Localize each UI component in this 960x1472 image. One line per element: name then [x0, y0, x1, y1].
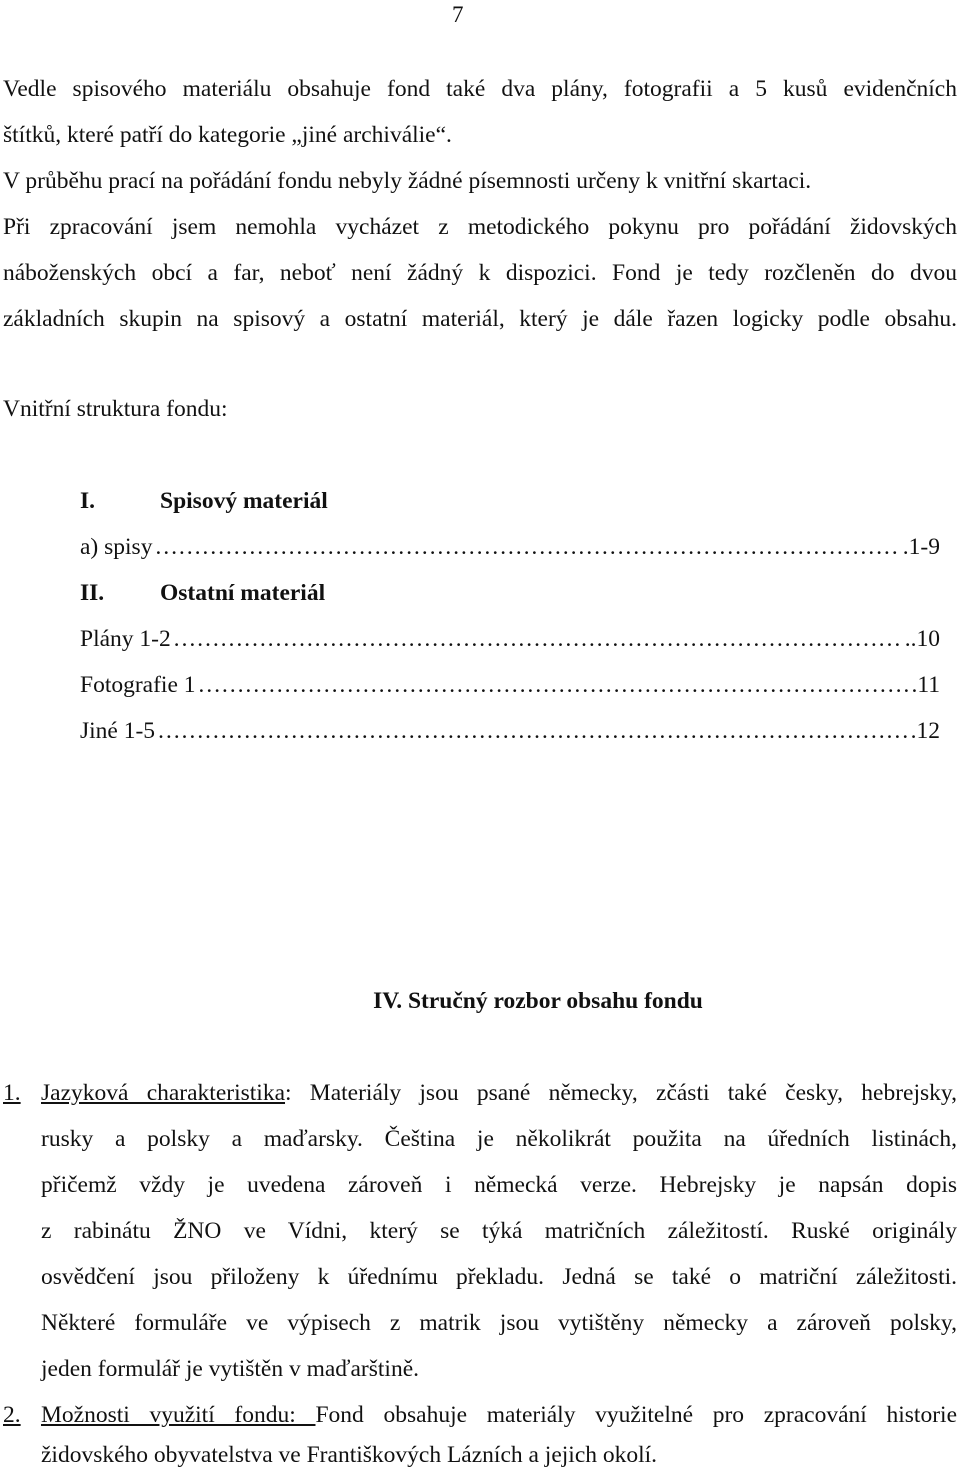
list-item-line: osvědčení jsou přiloženy k úřednímu překladu. Jedná se také o matriční záležitosti.: [41, 1264, 957, 1290]
page-number: 7: [452, 2, 464, 27]
outline-group-title: Spisový materiál: [160, 488, 328, 514]
outline-group-number: II.: [80, 580, 105, 606]
list-item-label: Jazyková charakteristika: [41, 1080, 286, 1106]
paragraph-line: V průběhu prací na pořádání fondu nebyly žádné písemnosti určeny k vnitřní skartaci.: [3, 168, 812, 194]
outline-row: [80, 672, 940, 699]
outline-row-value: .12: [910, 718, 940, 744]
paragraph-line: náboženských obcí a far, neboť není žádný k dispozici. Fond je tedy rozčleněn do dvou: [3, 260, 957, 286]
outline-row: [80, 534, 940, 561]
list-item-text: : Materiály jsou psané německy, zčásti také česky, hebrejsky,: [285, 1080, 957, 1106]
paragraph-line: základních skupin na spisový a ostatní materiál, který je dále řazen logicky podle obsahu.: [3, 306, 957, 332]
outline-group-title: Ostatní materiál: [160, 580, 326, 606]
list-item-line: z rabinátu ŽNO ve Vídni, který se týká matričních záležitostí. Ruské originály: [41, 1218, 957, 1244]
list-item-line: Některé formuláře ve výpisech z matrik jsou vytištěny německy a zároveň polsky,: [41, 1310, 957, 1336]
dot-leader: [154, 534, 900, 561]
dot-leader: [157, 718, 909, 745]
outline-group-heading: [80, 580, 325, 607]
paragraph-line: Při zpracování jsem nemohla vycházet z metodického pokynu pro pořádání židovských: [3, 214, 957, 240]
dot-leader: [173, 626, 903, 653]
outline-row-value: ..10: [904, 626, 940, 652]
list-item-line: rusky a polsky a maďarsky. Čeština je několikrát použita na úředních listinách,: [41, 1126, 957, 1152]
section-title: IV. Stručný rozbor obsahu fondu: [373, 988, 703, 1014]
structure-heading: Vnitřní struktura fondu:: [3, 396, 228, 422]
list-item-number: 2.: [3, 1402, 21, 1428]
list-item-line: jeden formulář je vytištěn v maďarštině.: [41, 1356, 420, 1382]
outline-row-value: .11: [911, 672, 940, 698]
list-item-line: židovského obyvatelstva ve Františkových Lázních a jejich okolí.: [41, 1442, 658, 1468]
outline-row-label: Plány 1-2: [80, 626, 171, 652]
paragraph-line: Vedle spisového materiálu obsahuje fond také dva plány, fotografii a 5 kusů evidenčních: [3, 76, 957, 102]
list-item-line: [41, 1080, 957, 1107]
outline-row: [80, 626, 940, 653]
list-item-line: přičemž vždy je uvedena zároveň i německá verze. Hebrejsky je napsán dopis: [41, 1172, 957, 1198]
list-item-label: Možnosti využití fondu:: [41, 1402, 316, 1428]
dot-leader: [198, 672, 910, 699]
list-item-text: Fond obsahuje materiály využitelné pro zpracování historie: [315, 1402, 957, 1428]
list-item-line: [41, 1402, 957, 1429]
outline-group-heading: [80, 488, 328, 515]
paragraph-line: štítků, které patří do kategorie „jiné archiválie“.: [3, 122, 452, 148]
outline-row-label: Jiné 1-5: [80, 718, 156, 744]
outline-row-value: .1-9: [902, 534, 940, 560]
outline-row-label: a) spisy: [80, 534, 153, 560]
outline-row-label: Fotografie 1: [80, 672, 196, 698]
outline-group-number: I.: [80, 488, 96, 514]
outline-row: [80, 718, 940, 745]
list-item-number: 1.: [3, 1080, 21, 1106]
